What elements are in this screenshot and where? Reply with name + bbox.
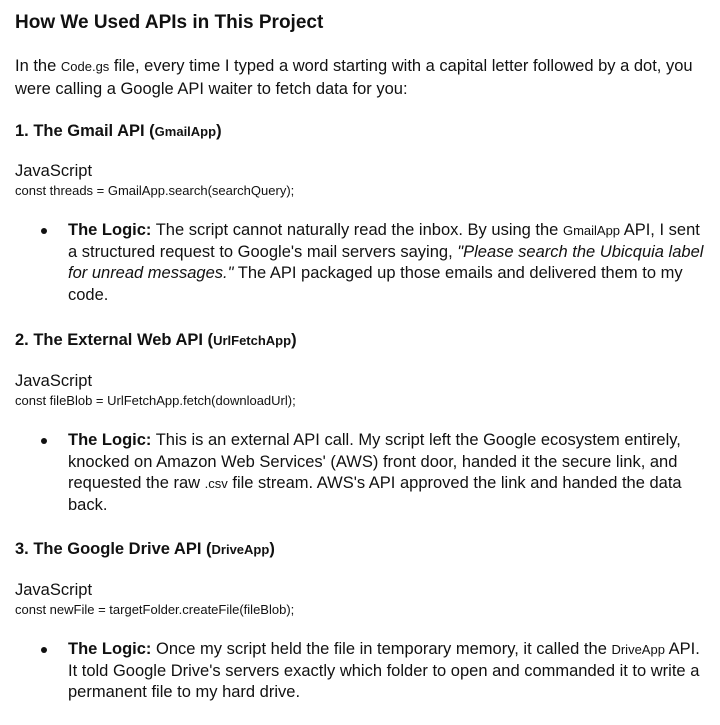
section-1-logic-label: The Logic: (68, 221, 152, 239)
section-1-text-3: The API packaged up those emails and delivered them to my code. (68, 264, 683, 305)
section-1-logic-bullet (68, 220, 706, 307)
section-1-heading-code: GmailApp (154, 124, 217, 139)
intro-text-2: file, every time I typed a word starting with a capital letter followed by a dot, you were calling a Google API waiter to fetch data for you: (15, 57, 693, 98)
section-2-inline-code: .csv (204, 476, 228, 492)
section-2-logic-bullet (68, 430, 706, 517)
section-1-code-line: const threads = GmailApp.search(searchQuery); (15, 183, 295, 198)
section-2-code-language: JavaScript (15, 372, 93, 390)
section-3-text-2: API. It told Google Drive's servers exactly which folder to open and commanded it to write a permanent file to my hard drive. (68, 640, 700, 702)
intro-inline-code: Code.gs (60, 59, 110, 74)
section-3-code-line: const newFile = targetFolder.createFile(fileBlob); (15, 602, 295, 617)
intro-text-1: In the (15, 57, 61, 75)
section-2-code-line: const fileBlob = UrlFetchApp.fetch(downloadUrl); (15, 393, 296, 408)
section-1-heading (15, 120, 222, 143)
bullet-dot (41, 228, 47, 234)
section-1-text-2: API, I sent a structured request to Google's mail servers saying, (68, 221, 700, 261)
intro-paragraph (15, 55, 705, 100)
section-3-logic-label: The Logic: (68, 640, 152, 658)
section-2-heading-prefix: 2. The External Web API ( (15, 331, 214, 349)
bullet-dot (41, 647, 47, 653)
section-2-heading-code: UrlFetchApp (213, 333, 292, 348)
section-3-text-1: Once my script held the file in temporary memory, it called the (151, 640, 612, 658)
section-1-heading-suffix: ) (216, 122, 222, 140)
section-1-text-1: The script cannot naturally read the inbox. By using the (151, 221, 563, 239)
section-2-heading (15, 329, 297, 352)
section-2-text-2: file stream. AWS's API approved the link and handed the data back. (68, 474, 682, 515)
section-1-inline-code: GmailApp (562, 223, 621, 238)
section-2-text-1: This is an external API call. My script left the Google ecosystem entirely, knocked on Amazon Web Services' (AWS) front door, handed it the secure link, and requested the raw (68, 431, 681, 493)
section-3-heading-suffix: ) (269, 540, 275, 558)
section-1-heading-prefix: 1. The Gmail API ( (15, 122, 155, 140)
bullet-dot (41, 438, 47, 444)
section-2-heading-suffix: ) (291, 331, 297, 349)
section-1-code-language: JavaScript (15, 162, 93, 180)
section-3-logic-bullet (68, 639, 706, 704)
section-3-heading-prefix: 3. The Google Drive API ( (15, 540, 212, 558)
section-3-heading-code: DriveApp (211, 542, 270, 557)
section-1-quote: "Please search the Ubicquia label for unread messages." (68, 242, 704, 283)
section-2-logic-label: The Logic: (68, 431, 152, 449)
section-3-code-language: JavaScript (15, 581, 93, 599)
page-title: How We Used APIs in This Project (15, 12, 324, 33)
section-3-heading (15, 538, 275, 561)
section-3-inline-code: DriveApp (611, 642, 665, 657)
